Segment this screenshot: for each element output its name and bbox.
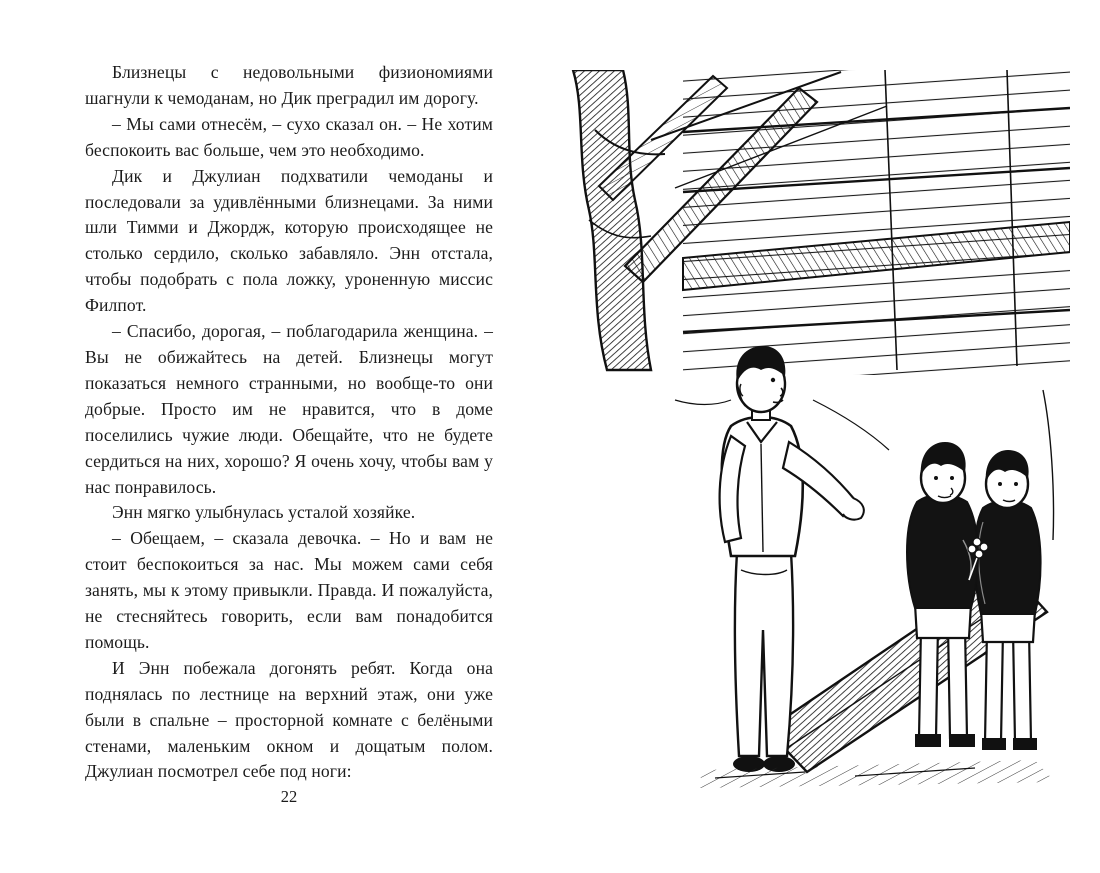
illustration-svg [555, 70, 1070, 795]
paragraph-dialogue: – Обещаем, – сказала девочка. – Но и вам не стоит беспокоиться за нас. Мы можем сами себя занять, мы к этому привыкли. Правда. И пожалуйста, не стесняйтесь говорить, если вам понадобится помощь. [85, 528, 493, 652]
paragraph: Энн мягко улыбнулась усталой хозяйке. [112, 502, 416, 523]
illustration-tree-trunk [573, 70, 665, 370]
illustration-twin-right [975, 450, 1041, 750]
page-number: 22 [280, 787, 298, 806]
paragraph-dialogue: – Мы сами отнесём, – сухо сказал он. – Не хотим беспокоить вас больше, чем это необходимо. [85, 113, 493, 160]
illustration-twins [907, 442, 1041, 750]
paragraph: Дик и Джулиан подхватили чемоданы и последовали за удивлёнными близнецами. За ними шли Тимми и Джордж, которую происходящее не столько сердило, сколько забавляло. Энн отстала, чтобы подобрать с пола ложку, уроненную миссис Филпот. [85, 165, 493, 316]
paragraph: И Энн побежала догонять ребят. Когда она поднялась по лестнице на верхний этаж, они уже были в спальне – просторной комнате с белёными стенами, маленьким окном и дощатым полом. Джулиан посмотрел себе под ноги: [85, 657, 493, 782]
illustration-barn-wall [683, 70, 1070, 375]
book-illustration [555, 70, 1070, 795]
paragraph: Близнецы с недовольными физиономиями шагнули к чемоданам, но Дик преградил им дорогу. [85, 62, 493, 108]
left-page-text-column [85, 60, 493, 785]
paragraph-dialogue: – Спасибо, дорогая, – поблагодарила женщина. – Вы не обижайтесь на детей. Близнецы могут показаться немного странными, но вообще-то они добрые. Просто им не нравится, что в доме поселились чужие люди. Обещайте, что не будете сердиться на них, хорошо? Я очень хочу, чтобы вам у нас понравилось. [85, 321, 493, 497]
